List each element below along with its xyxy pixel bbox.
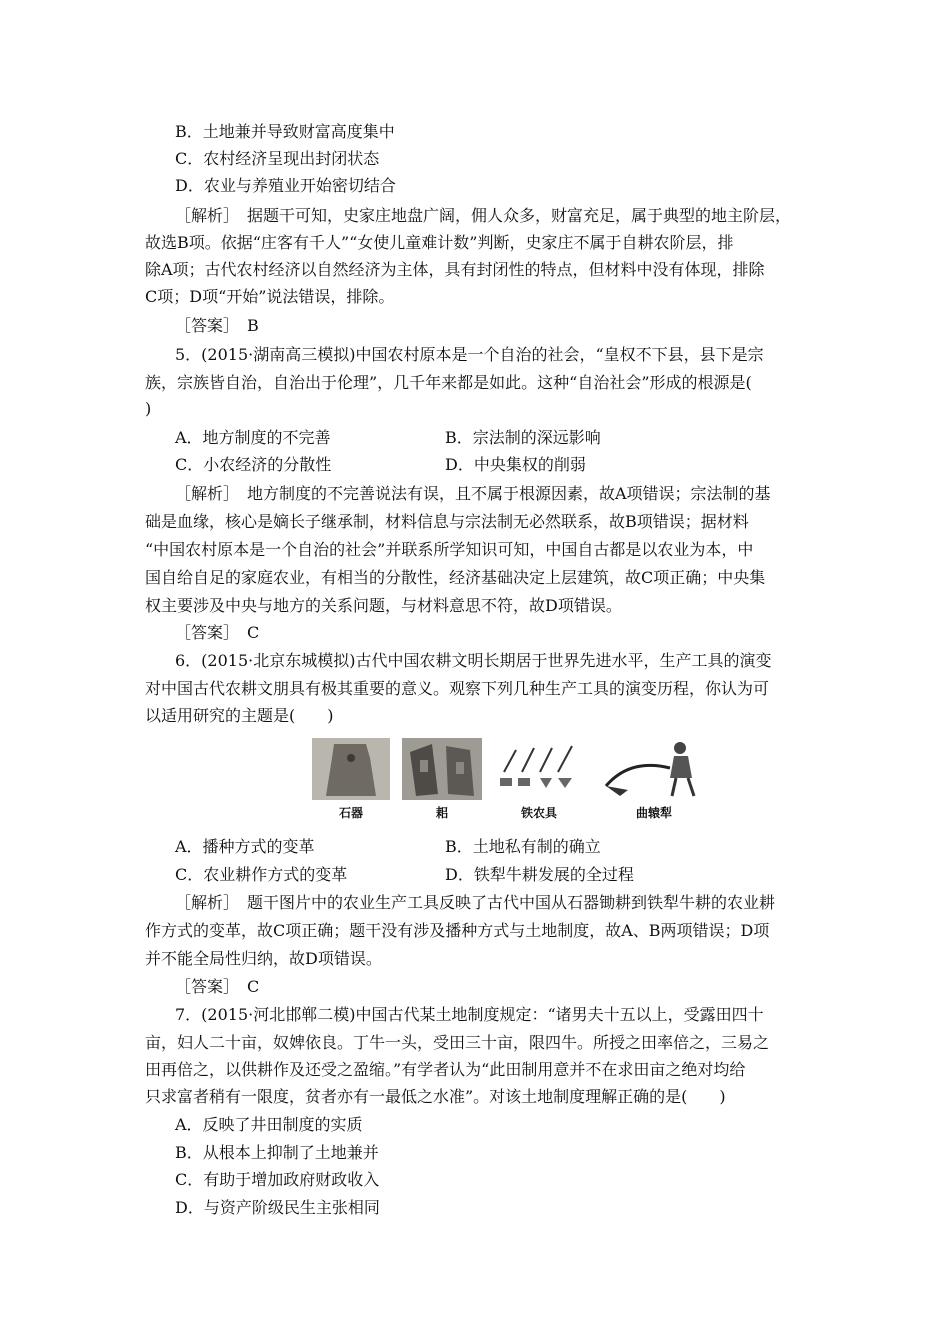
stone-tool-image bbox=[312, 738, 390, 800]
q4-analysis-line: 故选B项。依据“庄客有千人”“女使儿童难计数”判断，史家庄不属于自耕农阶层，排 bbox=[145, 233, 734, 252]
q6-answer: ［答案］ C bbox=[175, 977, 260, 996]
q5-option-b: B．宗法制的深远影响 bbox=[445, 428, 601, 447]
q7-option-a: A．反映了井田制度的实质 bbox=[175, 1115, 363, 1134]
q4-option-b: B．土地兼并导致财富高度集中 bbox=[175, 122, 395, 141]
q5-answer: ［答案］ C bbox=[175, 623, 260, 642]
q5-analysis-line: ［解析］ 地方制度的不完善说法有误，且不属于根源因素，故A项错误；宗法制的基 bbox=[175, 484, 771, 503]
q6-stem-line: 以适用研究的主题是( ) bbox=[145, 706, 334, 725]
q5-stem-line: 族，宗族皆自治，自治出于伦理”，几千年来都是如此。这种“自治社会”形成的根源是( bbox=[145, 373, 752, 392]
q4-analysis-line: 除A项；古代农村经济以自然经济为主体，具有封闭性的特点，但材料中没有体现，排除 bbox=[145, 260, 765, 279]
q7-stem-line: 田再倍之，以供耕作及还受之盈缩。”有学者认为“此田制用意并不在求田亩之绝对均给 bbox=[145, 1060, 746, 1079]
q6-option-d: D．铁犁牛耕发展的全过程 bbox=[445, 865, 634, 884]
q5-analysis-line: 础是血缘，核心是嫡长子继承制，材料信息与宗法制无必然联系，故B项错误；据材料 bbox=[145, 512, 749, 531]
figure-caption: 铁农具 bbox=[520, 806, 557, 820]
q4-answer: ［答案］ B bbox=[175, 316, 259, 335]
q5-option-d: D．中央集权的削弱 bbox=[445, 455, 586, 474]
farming-tools-figure bbox=[312, 738, 740, 824]
q6-stem-line: 6．(2015·北京东城模拟)古代中国农耕文明长期居于世界先进水平，生产工具的演变 bbox=[175, 651, 772, 670]
figure-caption: 石器 bbox=[338, 806, 363, 820]
q6-analysis-line: ［解析］ 题干图片中的农业生产工具反映了古代中国从石器锄耕到铁犁牛耕的农业耕 bbox=[175, 893, 776, 912]
q5-analysis-line: “中国农村原本是一个自治的社会”并联系所学知识可知，中国自古都是以农业为本，中 bbox=[145, 540, 754, 559]
q7-stem-line: 7．(2015·河北邯郸二模)中国古代某土地制度规定：“诸男夫十五以上，受露田四十 bbox=[175, 1005, 764, 1024]
q6-analysis-line: 并不能全局性归纳，故D项错误。 bbox=[145, 949, 382, 968]
q4-analysis-line: C项；D项“开始”说法错误，排除。 bbox=[145, 287, 395, 306]
q5-analysis-line: 权主要涉及中央与地方的关系问题，与材料意思不符，故D项错误。 bbox=[145, 596, 622, 615]
q6-option-b: B．土地私有制的确立 bbox=[445, 837, 601, 856]
q5-stem-line: ) bbox=[145, 399, 152, 418]
q4-analysis-line: ［解析］ 据题干可知，史家庄地盘广阔，佣人众多，财富充足，属于典型的地主阶层， bbox=[175, 206, 792, 225]
q7-option-c: C．有助于增加政府财政收入 bbox=[175, 1170, 380, 1189]
q5-analysis-line: 国自给自足的家庭农业，有相当的分散性，经济基础决定上层建筑，故C项正确；中央集 bbox=[145, 568, 766, 587]
q6-stem-line: 对中国古代农耕文朋具有极其重要的意义。观察下列几种生产工具的演变历程，你认为可 bbox=[145, 679, 770, 698]
q7-stem-line: 亩，妇人二十亩，奴婢依良。丁牛一头，受田三十亩，限四牛。所授之田率倍之，三易之 bbox=[145, 1033, 770, 1052]
si-tool-image bbox=[402, 738, 482, 800]
iron-tools-image bbox=[496, 738, 582, 800]
q7-option-d: D．与资产阶级民生主张相同 bbox=[175, 1198, 380, 1217]
q5-option-a: A．地方制度的不完善 bbox=[175, 428, 331, 447]
q6-analysis-line: 作方式的变革，故C项正确；题干没有涉及播种方式与土地制度，故A、B两项错误；D项 bbox=[145, 921, 770, 940]
q5-option-c: C．小农经济的分散性 bbox=[175, 455, 332, 474]
q4-option-d: D．农业与养殖业开始密切结合 bbox=[175, 176, 396, 195]
q7-option-b: B．从根本上抑制了土地兼并 bbox=[175, 1143, 379, 1162]
figure-caption: 耜 bbox=[435, 806, 448, 820]
figure-caption: 曲辕犁 bbox=[635, 806, 672, 820]
q6-option-a: A．播种方式的变革 bbox=[175, 837, 315, 856]
q6-option-c: C．农业耕作方式的变革 bbox=[175, 865, 348, 884]
q5-stem-line: 5．(2015·湖南高三模拟)中国农村原本是一个自治的社会，“皇权不下县，县下是宗 bbox=[175, 345, 764, 364]
q4-option-c: C．农村经济呈现出封闭状态 bbox=[175, 149, 380, 168]
curved-plough-image bbox=[600, 738, 708, 800]
q7-stem-line: 只求富者稍有一限度，贫者亦有一最低之水准”。对该土地制度理解正确的是( ) bbox=[145, 1087, 726, 1106]
